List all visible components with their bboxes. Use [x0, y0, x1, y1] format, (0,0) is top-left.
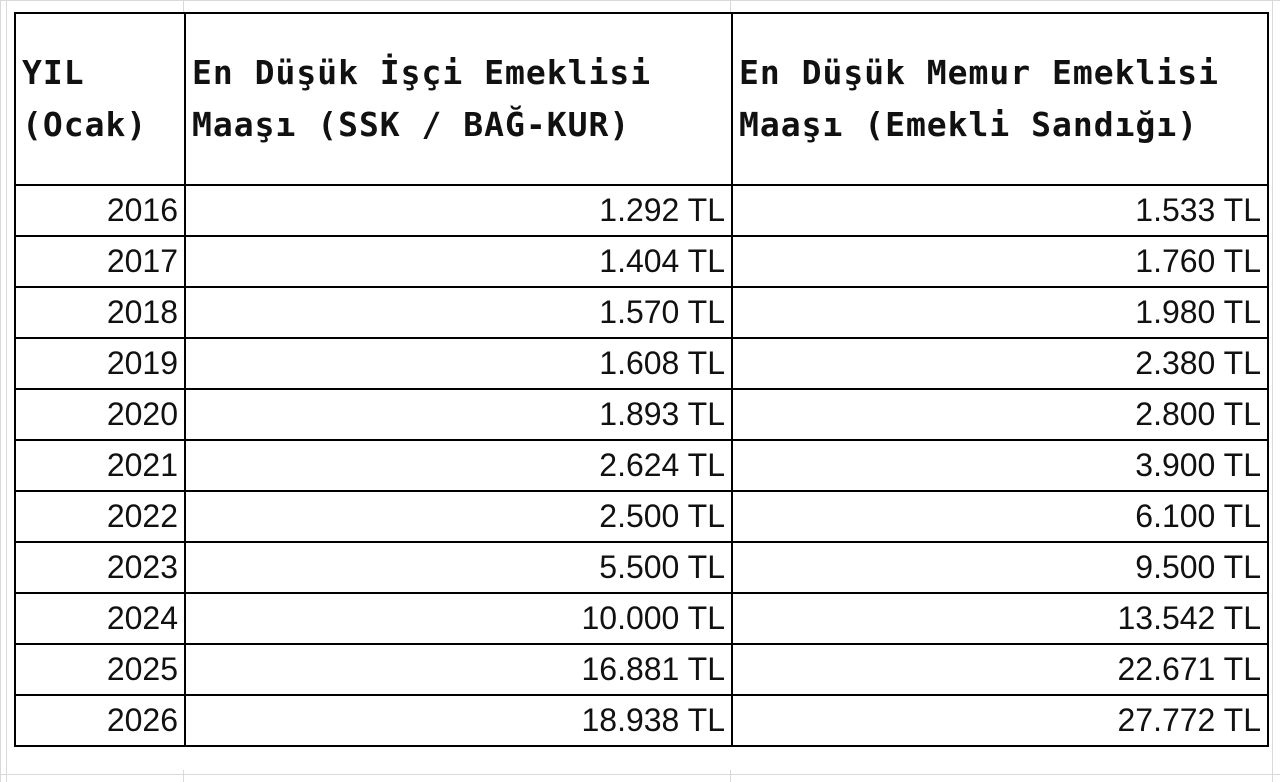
cell-civil-servant-pension[interactable]: 22.671 TL — [732, 644, 1268, 695]
cell-year[interactable]: 2026 — [15, 695, 185, 746]
cell-year[interactable]: 2024 — [15, 593, 185, 644]
cell-year[interactable]: 2023 — [15, 542, 185, 593]
table-row — [15, 695, 1268, 746]
gridline — [1272, 0, 1273, 782]
table-row — [15, 542, 1268, 593]
cell-year[interactable]: 2018 — [15, 287, 185, 338]
header-year[interactable]: YIL (Ocak) — [15, 13, 185, 185]
cell-worker-pension[interactable]: 5.500 TL — [185, 542, 732, 593]
cell-civil-servant-pension[interactable]: 3.900 TL — [732, 440, 1268, 491]
gridline — [6, 0, 7, 782]
cell-year[interactable]: 2021 — [15, 440, 185, 491]
gridline — [0, 0, 1280, 1]
cell-worker-pension[interactable]: 2.624 TL — [185, 440, 732, 491]
cell-worker-pension[interactable]: 16.881 TL — [185, 644, 732, 695]
cell-worker-pension[interactable]: 1.893 TL — [185, 389, 732, 440]
table-row — [15, 185, 1268, 236]
table-row — [15, 593, 1268, 644]
cell-year[interactable]: 2020 — [15, 389, 185, 440]
cell-civil-servant-pension[interactable]: 27.772 TL — [732, 695, 1268, 746]
table-row — [15, 491, 1268, 542]
table-row — [15, 389, 1268, 440]
cell-year[interactable]: 2017 — [15, 236, 185, 287]
cell-worker-pension[interactable]: 10.000 TL — [185, 593, 732, 644]
header-row — [15, 13, 1268, 185]
table-row — [15, 440, 1268, 491]
table-row — [15, 338, 1268, 389]
cell-civil-servant-pension[interactable]: 13.542 TL — [732, 593, 1268, 644]
pension-table — [14, 12, 1269, 747]
cell-worker-pension[interactable]: 1.570 TL — [185, 287, 732, 338]
gridline — [183, 770, 184, 782]
table-row — [15, 644, 1268, 695]
table-body — [15, 185, 1268, 746]
cell-worker-pension[interactable]: 1.404 TL — [185, 236, 732, 287]
cell-worker-pension[interactable]: 18.938 TL — [185, 695, 732, 746]
cell-civil-servant-pension[interactable]: 2.380 TL — [732, 338, 1268, 389]
gridline — [0, 774, 1280, 775]
cell-civil-servant-pension[interactable]: 9.500 TL — [732, 542, 1268, 593]
table-row — [15, 236, 1268, 287]
header-civil-servant-pension[interactable]: En Düşük Memur Emeklisi Maaşı (Emekli Sandığı) — [732, 13, 1268, 185]
cell-worker-pension[interactable]: 1.608 TL — [185, 338, 732, 389]
cell-worker-pension[interactable]: 2.500 TL — [185, 491, 732, 542]
gridline — [730, 770, 731, 782]
header-worker-pension[interactable]: En Düşük İşçi Emeklisi Maaşı (SSK / BAĞ-KUR) — [185, 13, 732, 185]
cell-worker-pension[interactable]: 1.292 TL — [185, 185, 732, 236]
cell-civil-servant-pension[interactable]: 1.760 TL — [732, 236, 1268, 287]
cell-civil-servant-pension[interactable]: 6.100 TL — [732, 491, 1268, 542]
cell-civil-servant-pension[interactable]: 2.800 TL — [732, 389, 1268, 440]
cell-year[interactable]: 2025 — [15, 644, 185, 695]
gridline — [730, 0, 731, 12]
cell-civil-servant-pension[interactable]: 1.533 TL — [732, 185, 1268, 236]
gridline — [183, 0, 184, 12]
cell-civil-servant-pension[interactable]: 1.980 TL — [732, 287, 1268, 338]
table-row — [15, 287, 1268, 338]
cell-year[interactable]: 2022 — [15, 491, 185, 542]
cell-year[interactable]: 2019 — [15, 338, 185, 389]
cell-year[interactable]: 2016 — [15, 185, 185, 236]
